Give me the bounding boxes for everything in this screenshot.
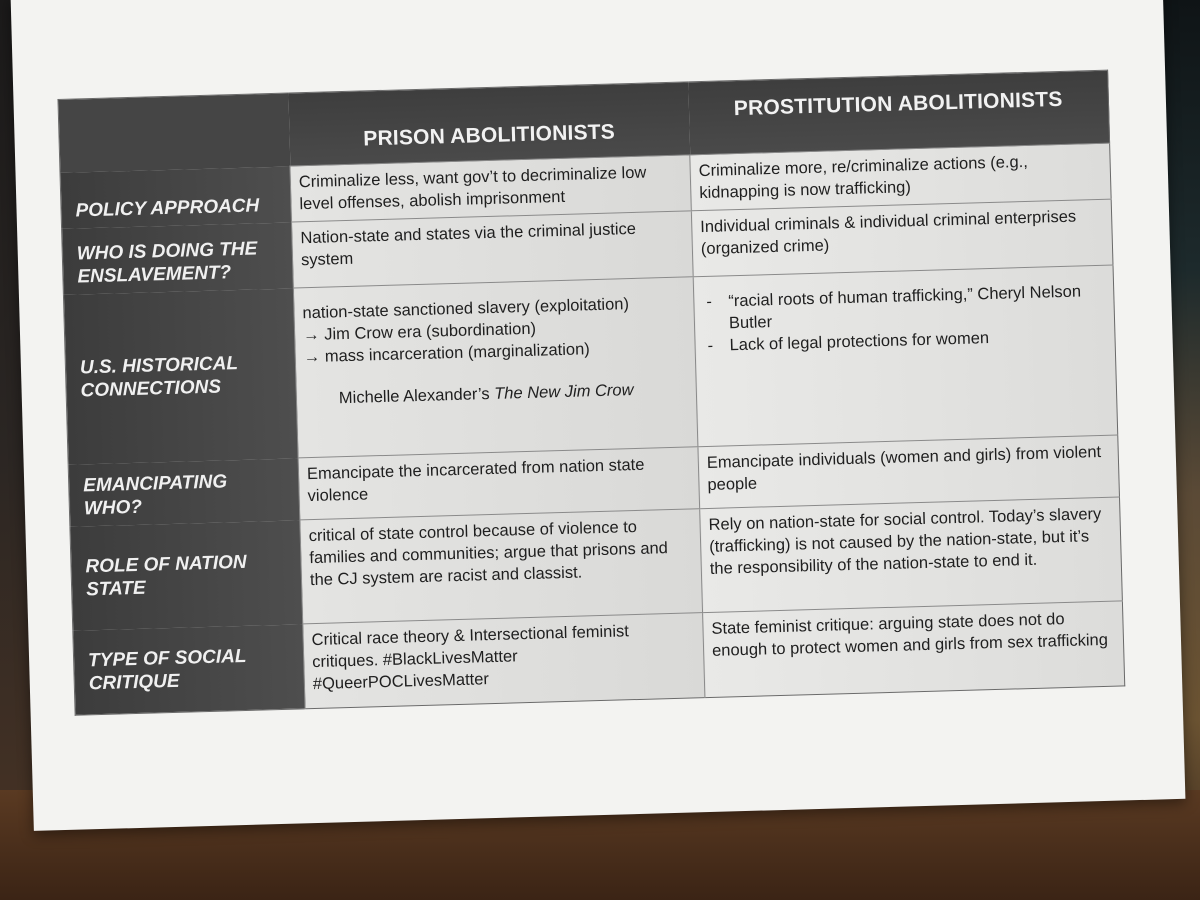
row-label: WHO IS DOING THE ENSLAVEMENT? bbox=[62, 222, 294, 294]
printed-page bbox=[11, 0, 1186, 831]
row-label: POLICY APPROACH bbox=[60, 166, 291, 228]
prostitution-cell: State feminist critique: arguing state does not do enough to protect women and girls from sex trafficking bbox=[703, 601, 1125, 697]
table-row bbox=[63, 265, 1117, 464]
row-label: EMANCIPATING WHO? bbox=[68, 458, 300, 526]
row-label: U.S. HISTORICAL CONNECTIONS bbox=[63, 288, 298, 464]
prison-cell: Critical race theory & Intersectional feminist critiques. #BlackLivesMatter #QueerPOCLivesMatter bbox=[303, 613, 705, 709]
prison-cell: Emancipate the incarcerated from nation state violence bbox=[298, 447, 700, 520]
header-prison-abolitionists: PRISON ABOLITIONISTS bbox=[288, 82, 690, 166]
comparison-table bbox=[57, 70, 1125, 716]
book-author: Michelle Alexander’s bbox=[338, 385, 490, 408]
prison-cell bbox=[293, 277, 698, 458]
list-item: - “racial roots of human trafficking,” Cheryl Nelson Butler bbox=[702, 280, 1106, 335]
book-reference bbox=[305, 377, 688, 410]
history-line: → mass incarceration (marginalization) bbox=[303, 340, 591, 367]
prostitution-cell: Emancipate individuals (women and girls) from violent people bbox=[698, 435, 1120, 509]
prison-cell: critical of state control because of violence to families and communities; argue that prisons and the CJ system are racist and classist. bbox=[300, 509, 703, 624]
row-label: TYPE OF SOCIAL CRITIQUE bbox=[73, 624, 305, 715]
prison-cell: Criminalize less, want gov’t to decriminalize low level offenses, abolish imprisonment bbox=[290, 155, 691, 222]
prostitution-cell bbox=[693, 265, 1118, 447]
header-corner bbox=[58, 93, 290, 172]
prostitution-cell: Individual criminals & individual criminal enterprises (organized crime) bbox=[691, 199, 1113, 277]
comparison-table-wrapper bbox=[57, 70, 1124, 716]
list-item: - Lack of legal protections for women bbox=[703, 324, 1106, 357]
row-label: ROLE OF NATION STATE bbox=[70, 520, 303, 630]
header-prostitution-abolitionists: PROSTITUTION ABOLITIONISTS bbox=[688, 70, 1110, 155]
prison-cell: Nation-state and states via the criminal justice system bbox=[291, 211, 693, 288]
history-line: → Jim Crow era (subordination) bbox=[302, 319, 537, 345]
book-title: The New Jim Crow bbox=[493, 381, 634, 403]
history-line: nation-state sanctioned slavery (exploitation) bbox=[302, 295, 630, 323]
prostitution-cell: Criminalize more, re/criminalize actions (e.g., kidnapping is now trafficking) bbox=[690, 143, 1111, 211]
prostitution-cell: Rely on nation-state for social control. Today’s slavery (trafficking) is not caused by the nation-state, but it’s the responsibility of the nation-state to end it. bbox=[700, 497, 1123, 613]
bullet-list bbox=[702, 280, 1107, 357]
